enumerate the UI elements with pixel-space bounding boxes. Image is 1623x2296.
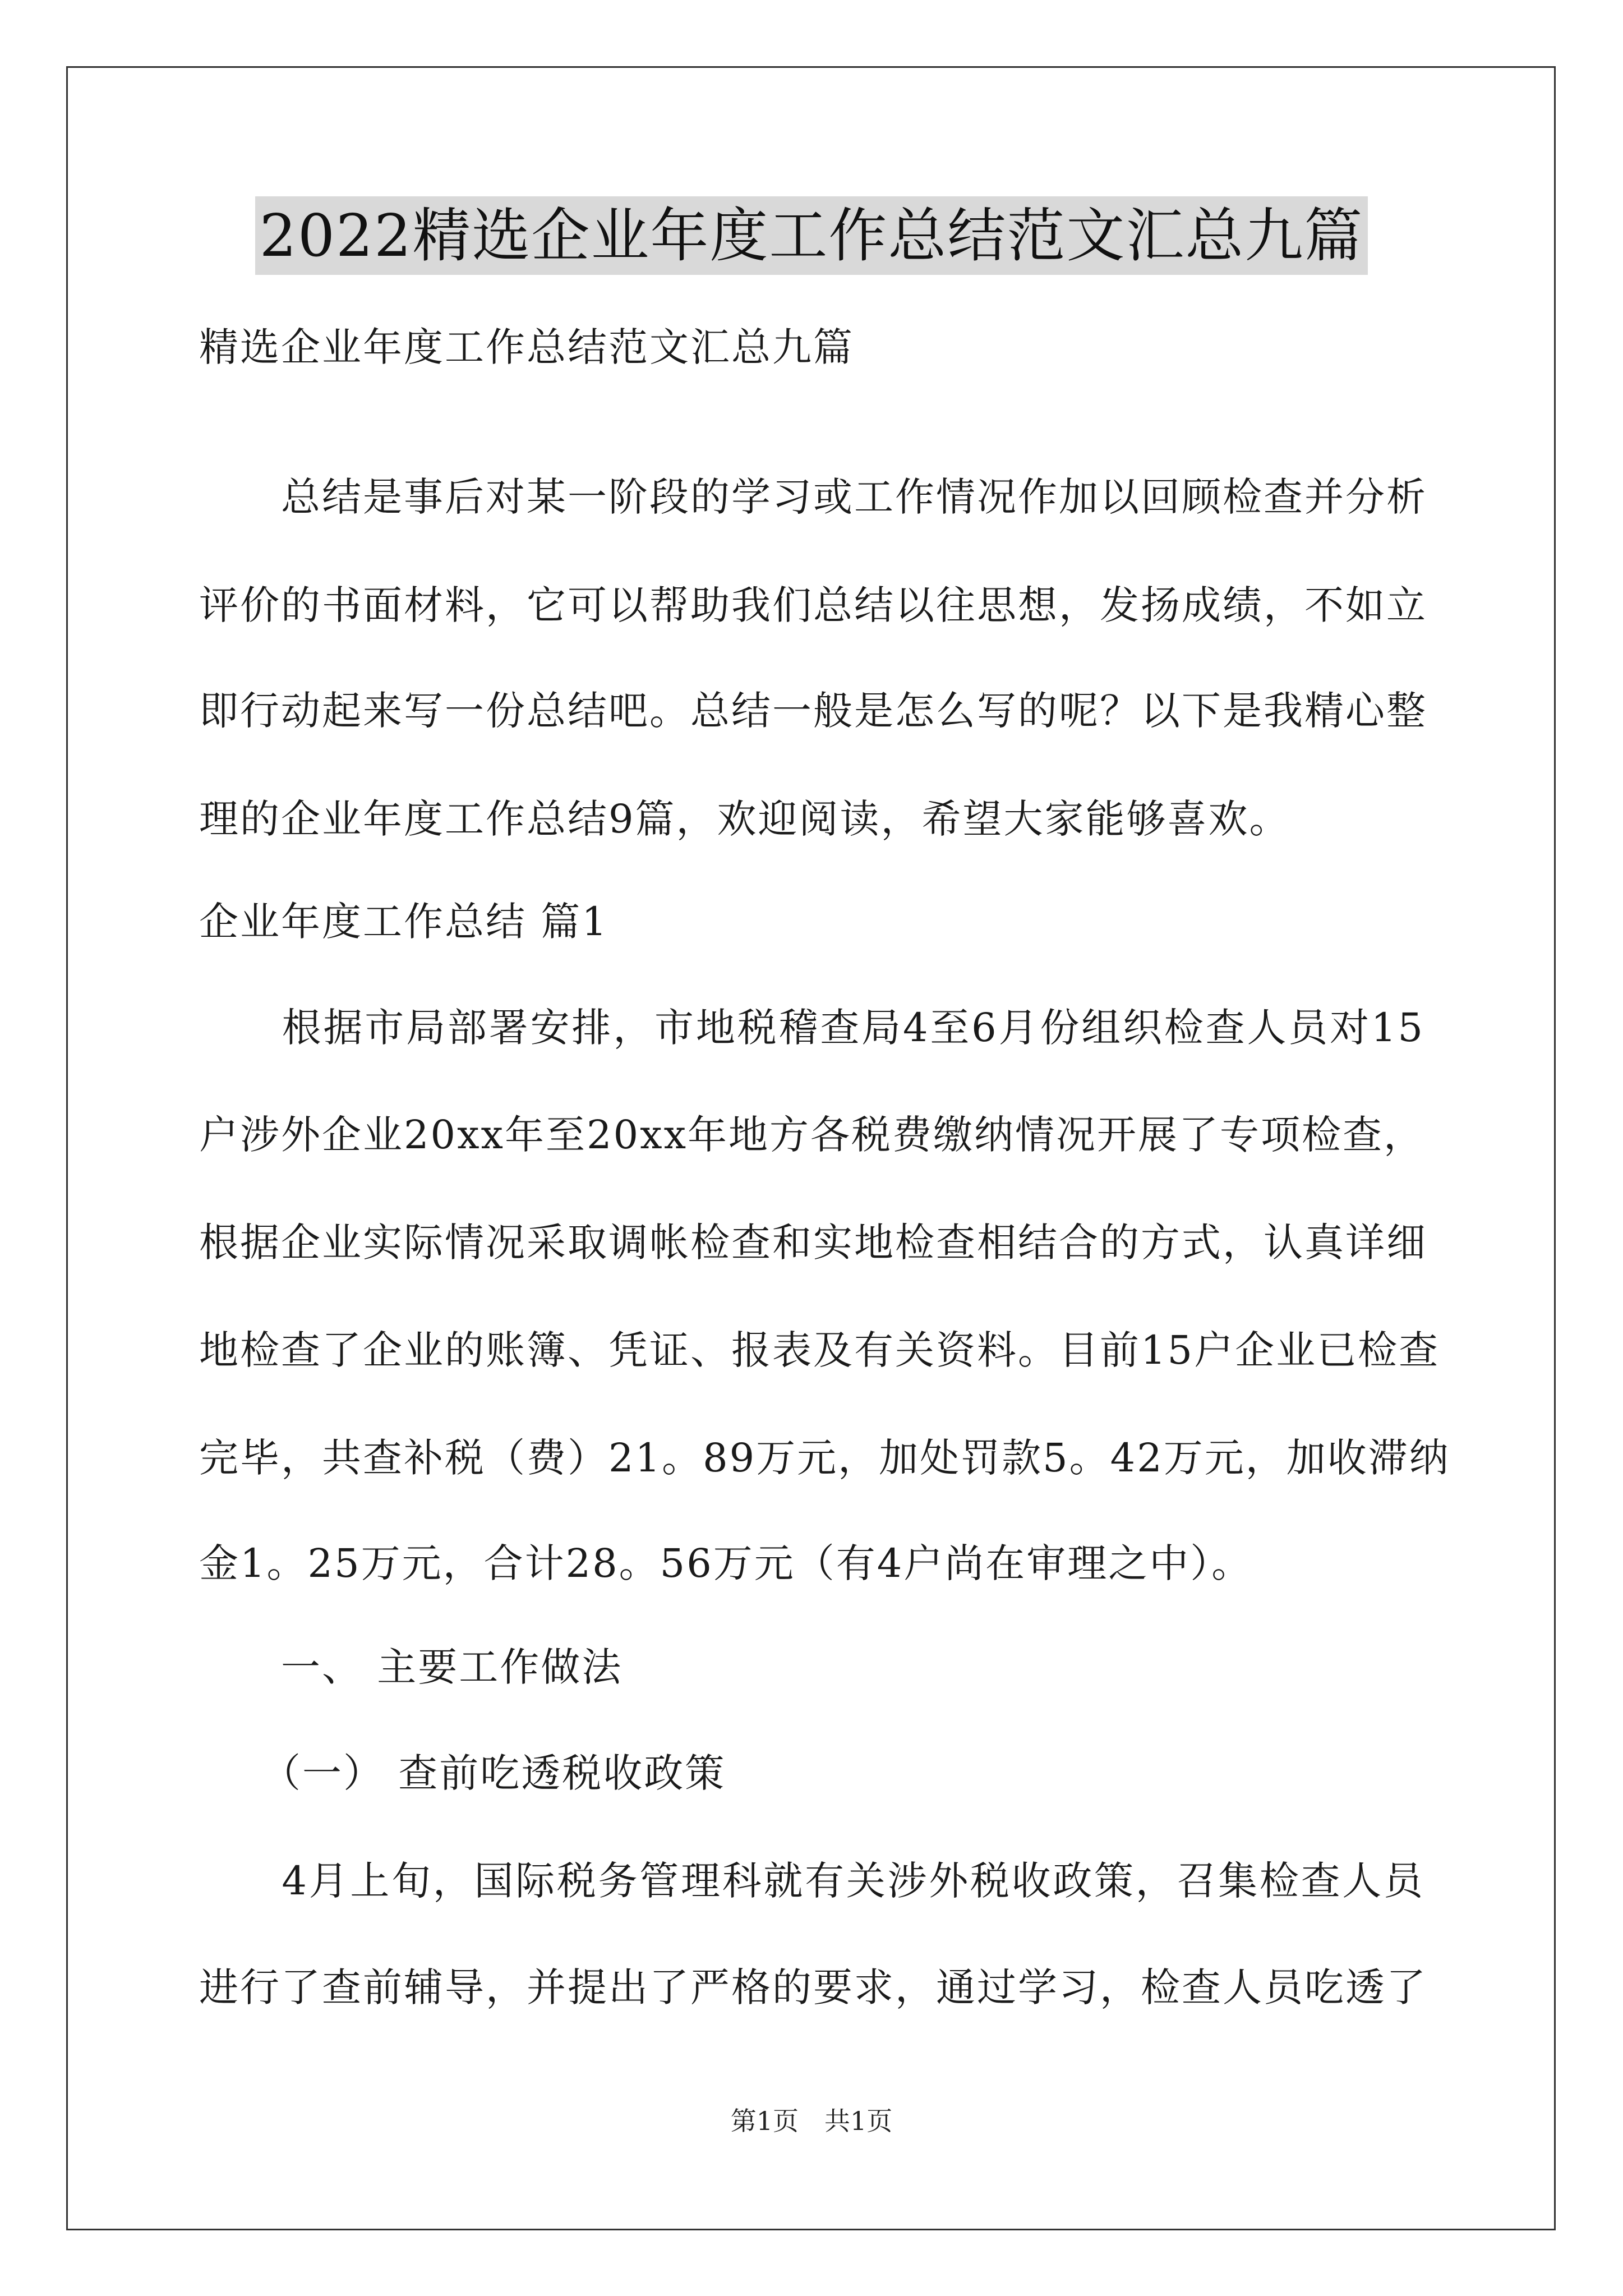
body-line: 4月上旬，国际税务管理科就有关涉外税收政策，召集检查人员 [199,1858,1424,1904]
body-line: 评价的书面材料，它可以帮助我们总结以往思想，发扬成绩，不如立 [199,582,1427,628]
document-title: 2022精选企业年度工作总结范文汇总九篇 [255,196,1368,275]
body-line: 地检查了企业的账簿、凭证、报表及有关资料。目前15户企业已检查 [199,1327,1440,1373]
body-line: 总结是事后对某一阶段的学习或工作情况作加以回顾检查并分析 [199,474,1427,520]
body-line: 金1。25万元，合计28。56万元（有4户尚在审理之中）。 [199,1540,1253,1586]
body-line: 理的企业年度工作总结9篇，欢迎阅读，希望大家能够喜欢。 [199,796,1290,842]
subheading-line: 一、 主要工作做法 [199,1644,623,1690]
subheading-line: （一） 查前吃透税收政策 [199,1750,726,1796]
body-line: 进行了查前辅导，并提出了严格的要求，通过学习，检查人员吃透了 [199,1964,1427,2010]
body-line: 即行动起来写一份总结吧。总结一般是怎么写的呢？以下是我精心整 [199,688,1427,734]
section-heading: 企业年度工作总结 篇1 [199,899,608,945]
title-container [0,196,1623,275]
body-line: 户涉外企业20xx年至20xx年地方各税费缴纳情况开展了专项检查， [199,1112,1425,1158]
page-footer: 第1页 共1页 [730,2106,893,2136]
body-line: 根据市局部署安排，市地税稽查局4至6月份组织检查人员对15 [199,1005,1424,1051]
body-line: 根据企业实际情况采取调帐检查和实地检查相结合的方式，认真详细 [199,1220,1427,1266]
body-line: 完毕，共查补税（费）21。89万元，加处罚款5。42万元，加收滞纳 [199,1435,1450,1481]
subtitle-line: 精选企业年度工作总结范文汇总九篇 [199,324,854,370]
